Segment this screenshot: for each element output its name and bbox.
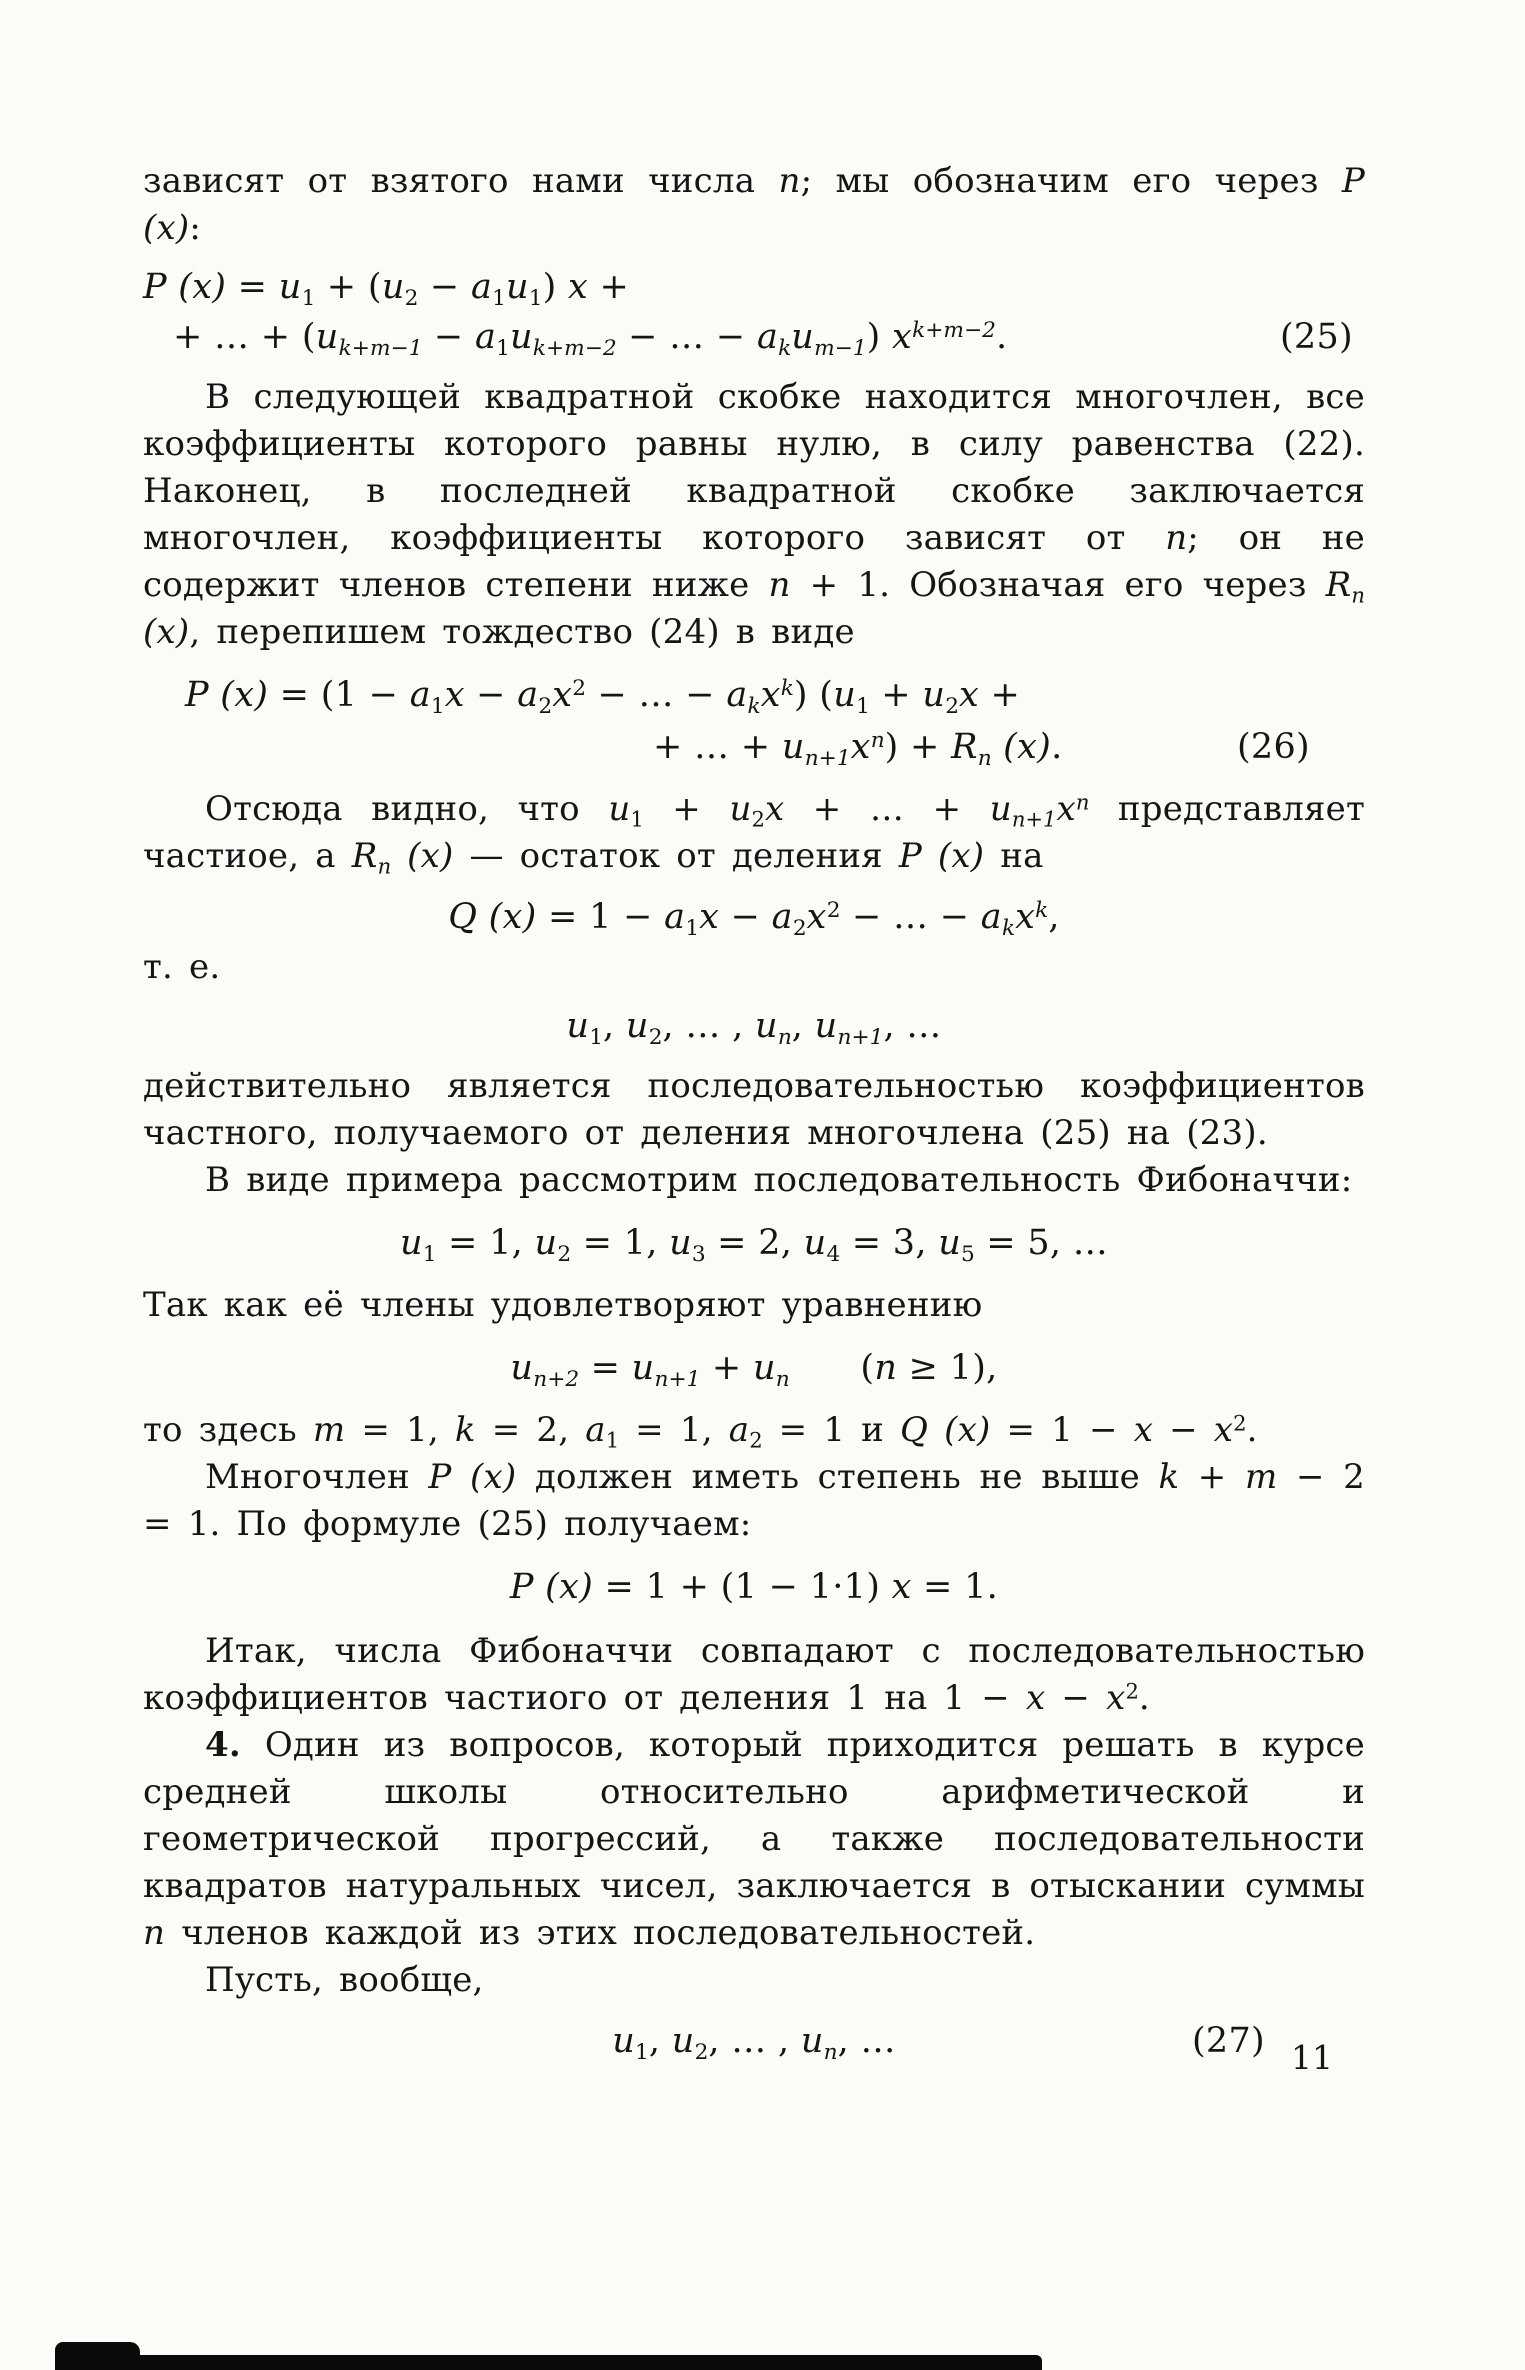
text-run: − — [719, 897, 772, 937]
math-token: 2 — [945, 693, 960, 719]
math-token: 2 — [572, 676, 587, 702]
math-token: 3 — [691, 1241, 706, 1267]
math-token: n+1 — [804, 745, 851, 771]
paragraph — [143, 1454, 1365, 1548]
formula-line — [143, 264, 1365, 310]
text-run: то здесь — [143, 1410, 313, 1450]
math-token: u — [803, 1223, 827, 1263]
math-token: u — [505, 267, 529, 307]
math-token: P (x) — [509, 1567, 594, 1607]
text-run: − — [464, 675, 518, 715]
page-number: 11 — [1291, 2038, 1333, 2077]
text-run: − — [1045, 1678, 1107, 1718]
math-token: n+1 — [837, 1024, 884, 1050]
text-run: Отсюда видно, что — [205, 789, 609, 829]
math-token: n — [777, 1024, 792, 1050]
math-token: k+m−1 — [338, 335, 423, 361]
formula-line — [143, 1564, 1365, 1610]
paragraph — [143, 1282, 1365, 1329]
text-run: ) — [866, 317, 893, 357]
text-run: + … + ( — [173, 317, 316, 357]
text-run: представляет частиое, а — [143, 789, 1365, 876]
formula-line — [143, 2018, 1365, 2064]
text-run: − … − — [586, 675, 727, 715]
math-token: 2 — [648, 1024, 663, 1050]
math-token: u — [989, 789, 1012, 829]
equation-number: (26) — [1236, 727, 1310, 767]
math-token: n — [1351, 582, 1365, 608]
paragraph — [143, 1407, 1365, 1454]
formula-line — [143, 894, 1365, 940]
math-token: u — [729, 789, 752, 829]
math-token: n — [1165, 518, 1188, 558]
math-token: P (x) — [185, 675, 269, 715]
math-token: 4 — [826, 1241, 841, 1267]
math-token: a — [474, 317, 497, 357]
text-run: = 1 и — [762, 1410, 901, 1450]
paragraph — [143, 944, 1365, 991]
text-run: В следующей квадратной скобке находится многочлен, все коэффициенты которого равны нулю, в силу равенства (22). Наконец, в последней квадратной скобке заключается многочлен, коэффициенты которого зависят от — [143, 377, 1365, 558]
math-token: 2 — [404, 285, 419, 311]
text-run: членов каждой из этих последовательностей. — [165, 1913, 1036, 1953]
equation-number: (25) — [1279, 317, 1353, 357]
math-token: a — [585, 1410, 606, 1450]
text-run: ) ( — [793, 675, 834, 715]
math-token: u — [631, 1348, 655, 1388]
math-token: u — [625, 1006, 649, 1046]
text-run: + … + — [653, 727, 782, 767]
text-run: − 2 = 1. По формуле (25) получаем: — [143, 1457, 1365, 1544]
text-run: − — [422, 317, 475, 357]
math-token: m — [1244, 1457, 1278, 1497]
math-token: k — [1035, 898, 1049, 924]
math-token: u — [399, 1223, 423, 1263]
math-token: 2 — [1233, 1410, 1247, 1436]
text-run: + 1. Обозначая его через — [790, 565, 1326, 605]
text-run: = 2, — [705, 1223, 804, 1263]
math-token: u — [800, 2021, 824, 2061]
text-run: = 5, … — [974, 1223, 1109, 1263]
text-run: + — [869, 675, 923, 715]
math-token: m−1 — [814, 335, 867, 361]
text-run: 4. — [205, 1725, 241, 1765]
math-token: n — [377, 853, 392, 879]
text-run: + — [979, 675, 1021, 715]
math-token: 1 — [492, 285, 506, 311]
text-run: = — [226, 267, 279, 307]
paragraph — [143, 1628, 1365, 1722]
math-token: n — [768, 565, 791, 605]
math-token: u — [278, 267, 302, 307]
formula-line — [143, 1345, 1365, 1391]
math-token: x — [806, 897, 827, 937]
math-token: u — [608, 789, 631, 829]
math-token: x — [444, 675, 465, 715]
math-token: n — [977, 745, 992, 771]
math-token: 1 — [856, 693, 870, 719]
math-token: 5 — [961, 1241, 975, 1267]
text-run: + ( — [315, 267, 382, 307]
text-run: + — [1179, 1457, 1245, 1497]
math-token: u — [781, 727, 805, 767]
math-token: 2 — [694, 2039, 709, 2065]
math-token: 2 — [826, 898, 841, 924]
math-token: 1 — [630, 806, 644, 832]
math-token: k — [1001, 915, 1016, 941]
math-token: 1 — [605, 1427, 620, 1453]
math-token: x — [892, 317, 913, 357]
math-token: k — [454, 1410, 476, 1450]
math-token: u — [752, 1348, 776, 1388]
math-token: k — [778, 335, 792, 361]
math-token: u — [381, 267, 405, 307]
text-block — [143, 158, 1365, 2064]
math-token: u — [791, 317, 815, 357]
math-token: n+1 — [654, 1366, 701, 1392]
math-token: a — [756, 317, 779, 357]
math-token: 1 — [496, 335, 510, 361]
paragraph — [143, 1957, 1365, 2004]
math-token: u — [833, 675, 857, 715]
math-token: n — [775, 1366, 790, 1392]
math-token: a — [980, 897, 1002, 937]
text-run: т. е. — [143, 947, 221, 987]
text-run: = 1, — [436, 1223, 535, 1263]
text-run: . — [1138, 1678, 1150, 1718]
math-token: 1 — [685, 915, 700, 941]
paragraph — [143, 1063, 1365, 1157]
math-token: R — [951, 727, 978, 767]
text-run: ) + — [884, 727, 952, 767]
text-run: = — [579, 1348, 632, 1388]
text-run: Так как её члены удовлетворяют уравнению — [143, 1285, 983, 1325]
text-run: = (1 − — [268, 675, 410, 715]
math-token: x — [1106, 1678, 1126, 1718]
math-token: u — [534, 1223, 558, 1263]
math-token: x — [959, 675, 980, 715]
math-token: a — [664, 897, 686, 937]
math-token: x — [850, 727, 871, 767]
paragraph — [143, 374, 1365, 656]
math-token: x — [699, 897, 720, 937]
formula-line — [653, 724, 1365, 770]
math-token: a — [409, 675, 431, 715]
math-token: u — [671, 2021, 695, 2061]
math-token: x — [1025, 1678, 1046, 1718]
paragraph — [143, 1157, 1365, 1204]
math-token: P (x) — [898, 836, 985, 876]
paragraph — [143, 1722, 1365, 1957]
text-run: + — [700, 1348, 753, 1388]
text-run: = 2, — [475, 1410, 586, 1450]
math-token: P (x) — [143, 161, 1365, 248]
text-run: Многочлен — [205, 1457, 429, 1497]
math-token: u — [566, 1006, 590, 1046]
math-token: u — [938, 1223, 962, 1263]
text-run: + — [643, 789, 730, 829]
text-run: , … , — [662, 1006, 755, 1046]
math-token: u — [510, 1348, 534, 1388]
math-token: x — [760, 675, 781, 715]
math-token: n — [823, 2039, 838, 2065]
math-token: x — [567, 267, 589, 307]
text-run: − … − — [840, 897, 981, 937]
text-run: — остаток от деления — [453, 836, 899, 876]
math-token: (x) — [143, 612, 190, 652]
math-token: 2 — [751, 806, 765, 832]
formula-line — [185, 672, 1365, 718]
math-token: (x) — [391, 836, 454, 876]
text-run: на — [984, 836, 1044, 876]
text-run: ; мы обозначим его через — [800, 161, 1342, 201]
math-token: n+2 — [533, 1366, 580, 1392]
text-run: . — [1051, 727, 1063, 767]
math-token: u — [612, 2021, 636, 2061]
math-token: Q (x) — [900, 1410, 991, 1450]
text-run: − — [418, 267, 471, 307]
math-token: P (x) — [143, 267, 227, 307]
math-token: u — [814, 1006, 838, 1046]
math-token: k — [780, 676, 794, 702]
text-run: Пусть, вообще, — [205, 1960, 484, 2000]
text-run: ) — [542, 267, 568, 307]
text-run: = 1. — [911, 1567, 999, 1607]
text-run: = 1 − — [536, 897, 665, 937]
math-token: P (x) — [428, 1457, 517, 1497]
text-run: = 1, — [619, 1410, 729, 1450]
formula-line — [143, 1220, 1365, 1266]
text-run: − … − — [616, 317, 757, 357]
paragraph — [143, 786, 1365, 880]
text-run: = 3, — [840, 1223, 939, 1263]
text-run: + … + — [784, 789, 990, 829]
formula-line — [173, 314, 1365, 360]
math-token: a — [728, 1410, 750, 1450]
math-token: 2 — [792, 915, 807, 941]
math-token: x — [891, 1567, 912, 1607]
paragraph — [143, 158, 1365, 252]
text-run: ( — [789, 1348, 875, 1388]
math-token: R — [1325, 565, 1352, 605]
math-token: 1 — [589, 1024, 604, 1050]
text-run: + — [588, 267, 630, 307]
math-token: Q (x) — [448, 897, 537, 937]
text-run: , … — [837, 2021, 896, 2061]
math-token: m — [312, 1410, 346, 1450]
text-run: Один из вопросов, который приходится решать в курсе средней школы относительно арифметической и геометрической прогрессий, а также последовательности квадратов натуральных чисел, заключается в отыскании суммы — [143, 1725, 1365, 1906]
text-run: − — [1153, 1410, 1214, 1450]
math-token: x — [1015, 897, 1036, 937]
scan-artifact-bar — [62, 2355, 1042, 2370]
text-run: Итак, числа Фибоначчи совпадают с последовательностью коэффициентов частиого от деления 1 на 1 − — [143, 1631, 1365, 1718]
math-token: 1 — [430, 693, 445, 719]
equation-number: (27) — [1191, 2021, 1265, 2061]
math-token: 2 — [749, 1427, 763, 1453]
math-token: u — [315, 317, 339, 357]
math-token: 2 — [1125, 1678, 1139, 1704]
math-token: u — [754, 1006, 778, 1046]
text-run: = 1, — [571, 1223, 670, 1263]
math-token: R — [351, 836, 378, 876]
math-token: n — [143, 1913, 166, 1953]
math-token: x — [764, 789, 785, 829]
text-run: : — [189, 208, 201, 248]
text-run: должен иметь степень не выше — [516, 1457, 1159, 1497]
text-run: ≥ 1), — [897, 1348, 998, 1388]
text-run: , — [1048, 897, 1060, 937]
math-token: k+m−2 — [532, 335, 617, 361]
math-token: 2 — [538, 693, 553, 719]
math-token: 1 — [422, 1241, 437, 1267]
math-token: 2 — [557, 1241, 572, 1267]
math-token: k+m−2 — [912, 318, 996, 344]
text-run: = 1, — [345, 1410, 455, 1450]
text-run: = 1 − — [990, 1410, 1134, 1450]
math-token: 1 — [528, 285, 543, 311]
math-token: u — [669, 1223, 692, 1263]
math-token: a — [470, 267, 493, 307]
math-token: 1 — [635, 2039, 649, 2065]
text-run: , … — [883, 1006, 942, 1046]
text-run: , перепишем тождество (24) в виде — [189, 612, 855, 652]
math-token: (x) — [991, 727, 1052, 767]
math-token: x — [1213, 1410, 1234, 1450]
math-token: x — [1133, 1410, 1154, 1450]
text-run: . — [1246, 1410, 1258, 1450]
formula-line — [143, 1003, 1365, 1049]
text-run: В виде примера рассмотрим последовательность Фибоначчи: — [205, 1160, 1353, 1200]
math-token: u — [922, 675, 946, 715]
math-token: a — [726, 675, 748, 715]
math-token: x — [1056, 789, 1076, 829]
text-run: , … , — [708, 2021, 801, 2061]
scan-artifact-blob — [55, 2342, 140, 2370]
text-run: , — [603, 1006, 626, 1046]
math-token: 1 — [301, 285, 316, 311]
math-token: n — [778, 161, 801, 201]
text-run: . — [995, 317, 1008, 357]
math-token: n+1 — [1011, 806, 1057, 832]
math-token: k — [1158, 1457, 1180, 1497]
text-run: зависят от взятого нами числа — [143, 161, 779, 201]
text-run: действительно является последовательностью коэффициентов частного, получаемого от деления многочлена (25) на (23). — [143, 1066, 1365, 1153]
text-run: = 1 + (1 − 1·1) — [593, 1567, 892, 1607]
text-run: , — [648, 2021, 672, 2061]
text-run: ; он не содержит членов степени ниже — [143, 518, 1365, 605]
math-token: k — [747, 693, 761, 719]
math-token: x — [552, 675, 573, 715]
math-token: n — [1075, 789, 1090, 815]
math-token: a — [517, 675, 539, 715]
math-token: n — [874, 1348, 898, 1388]
text-run: , — [791, 1006, 815, 1046]
math-token: n — [870, 728, 885, 754]
math-token: u — [509, 317, 533, 357]
math-token: a — [771, 897, 793, 937]
